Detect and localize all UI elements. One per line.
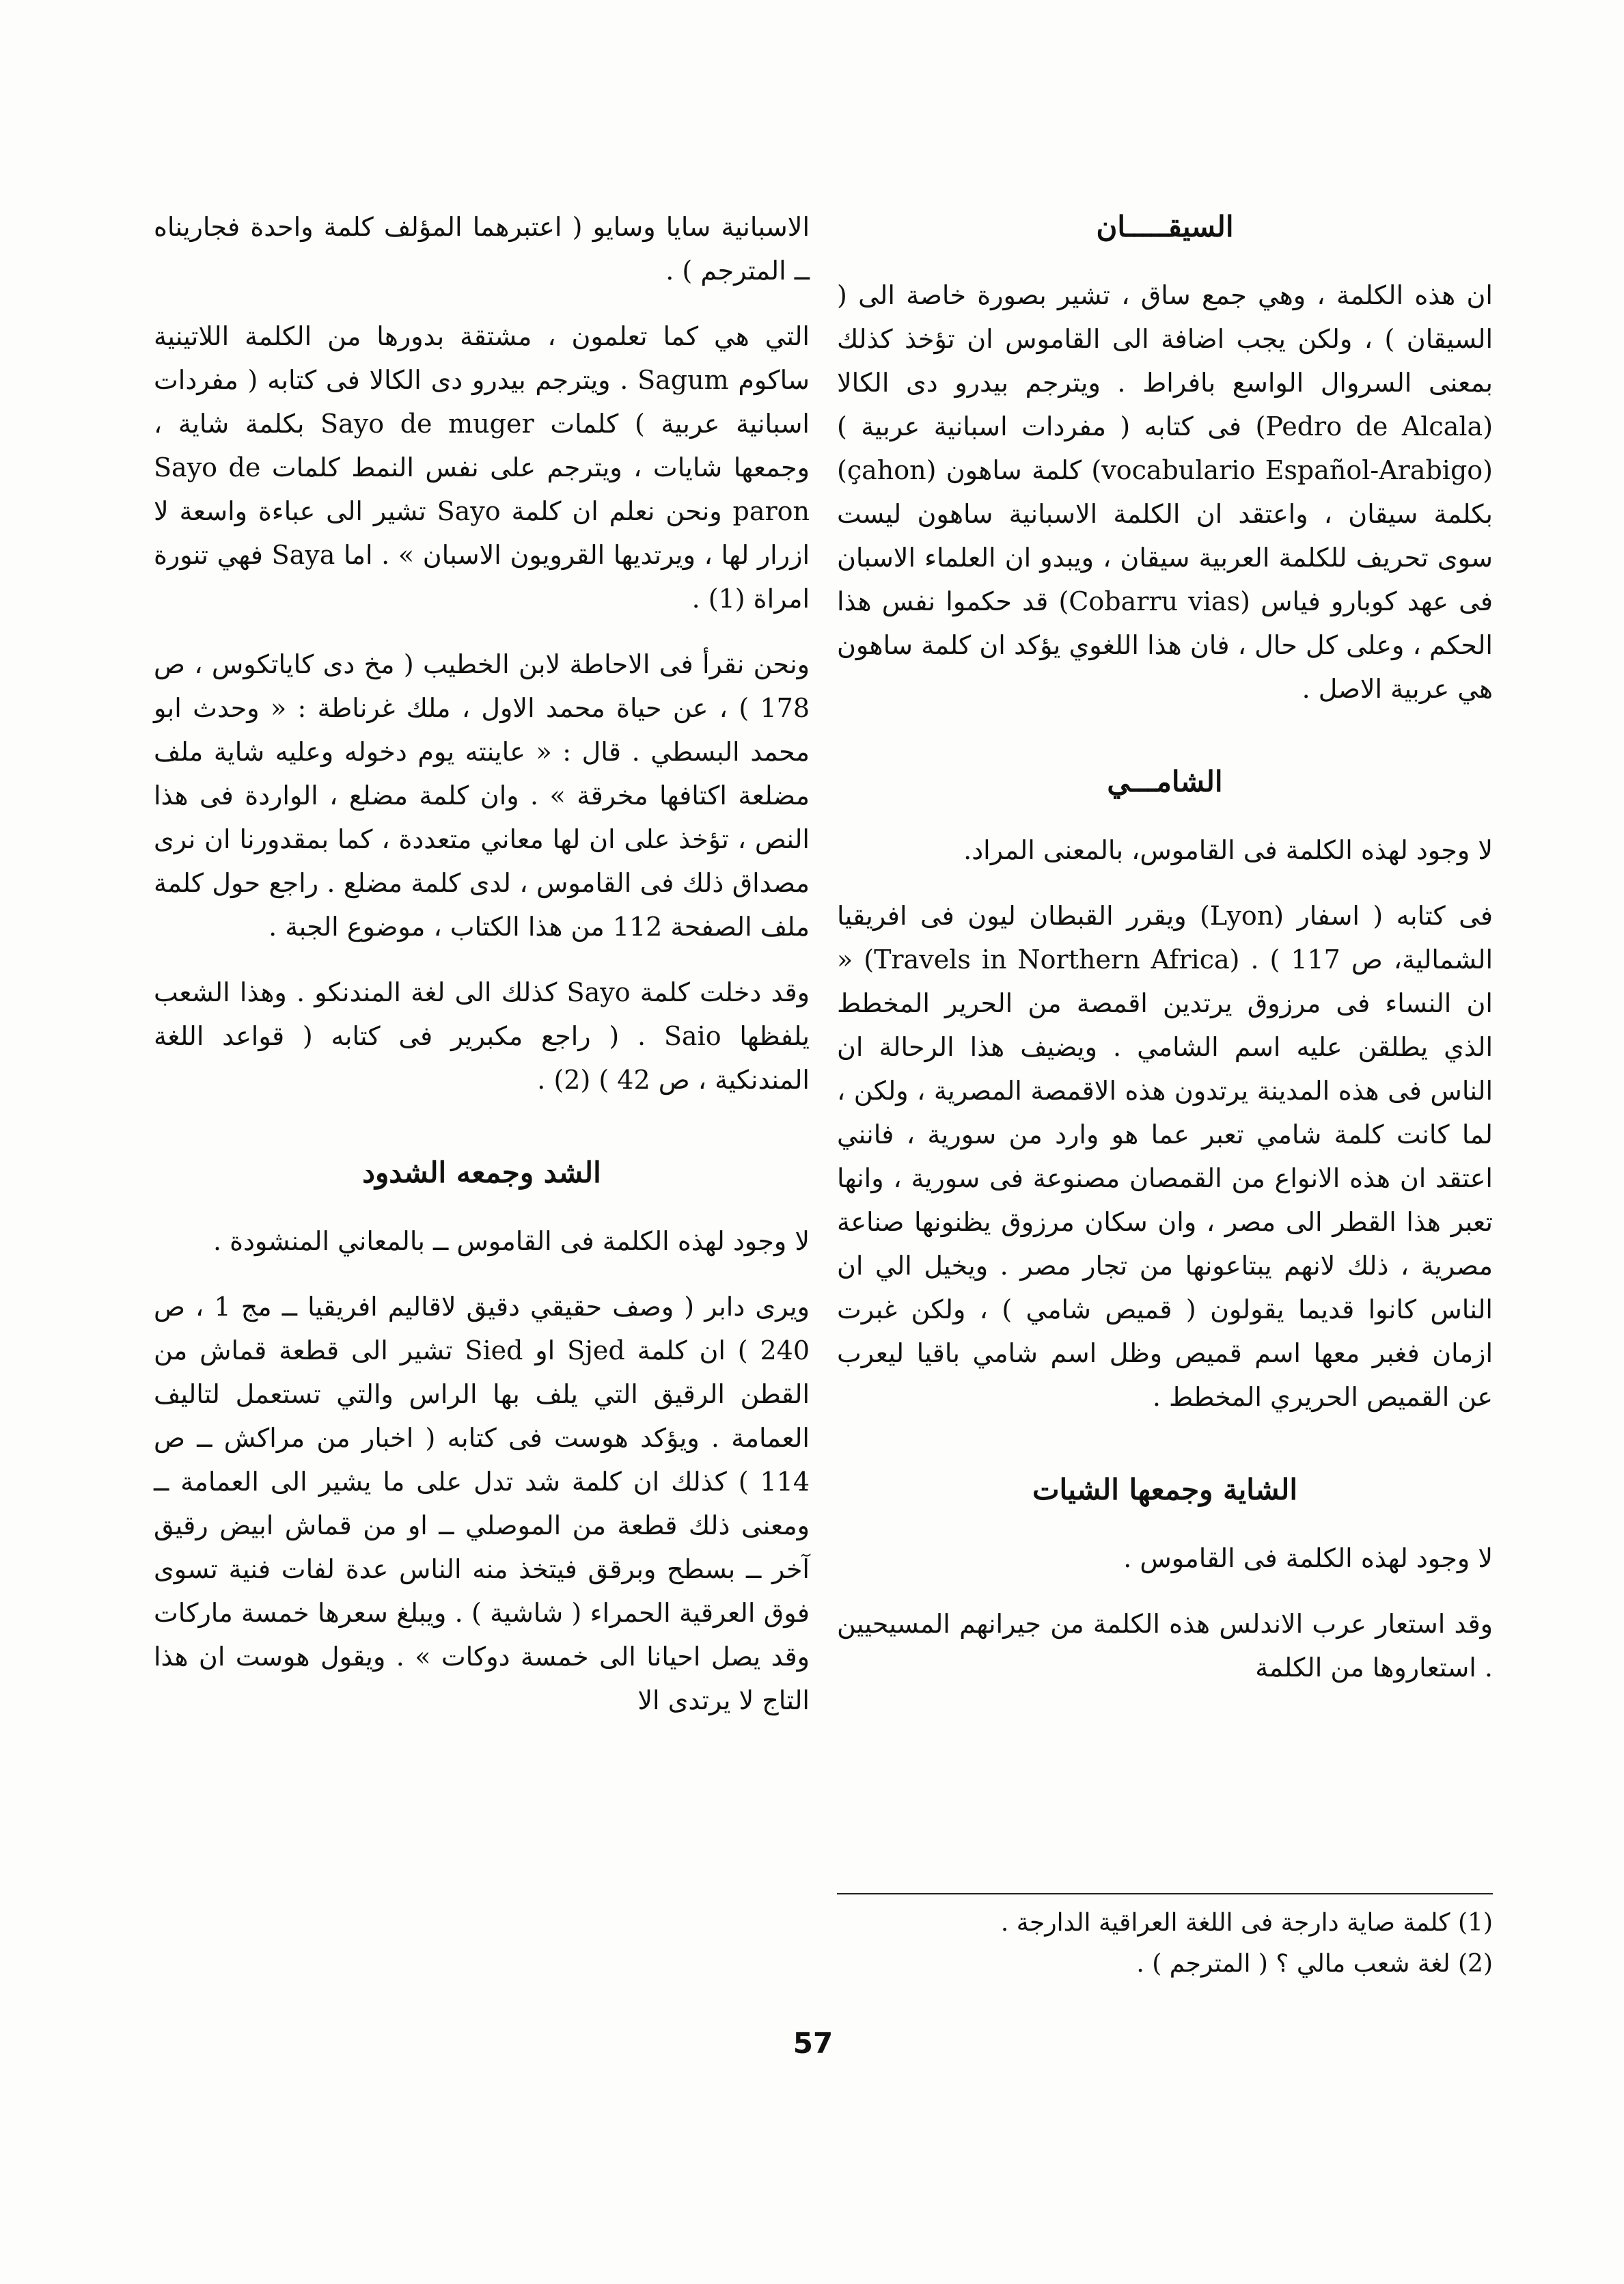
paragraph: لا وجود لهذه الكلمة فى القاموس ــ بالمعاني المنشودة . [212, 1226, 810, 1256]
right-column [837, 205, 1493, 1711]
footnote: (1) كلمة صاية دارجة فى اللغة العراقية الدارجة . [1000, 1909, 1493, 1937]
footnotes [837, 1893, 1493, 1985]
paragraph: ونحن نقرأ فى الاحاطة لابن الخطيب ( مخ دى كاياتكوس ، ص 178 ) ، عن حياة محمد الاول ، ملك غرناطة : « وحدث ابو محمد البسطي . قال : « عاينته يوم دخوله وعليه شاية ملف مضلعة اكتافها مخرقة » . وان كلمة مضلع ، الواردة فى هذا النص ، تؤخذ على ان لها معاني متعددة ، كما بمقدورنا ان نرى مصداق ذلك فى القاموس ، لدى كلمة مضلع . راجع حول كلمة ملف الصفحة 112 من هذا الكتاب ، موضوع الجبة . [154, 649, 810, 942]
paragraph: الاسبانية سايا وسايو ( اعتبرهما المؤلف كلمة واحدة فجاريناه ــ المترجم ) . [154, 212, 810, 286]
section-heading-shaya: الشاية وجمعها الشيات [1032, 1473, 1298, 1506]
section-heading-shami: الشامـــي [1107, 765, 1223, 798]
page-number: 57 [793, 2026, 834, 2060]
left-column [154, 205, 810, 1744]
paragraph: ان هذه الكلمة ، وهي جمع ساق ، تشير بصورة خاصة الى ( السيقان ) ، ولكن يجب اضافة الى القاموس ان تؤخذ كذلك بمعنى السروال الواسع بافراط . ويترجم بيدرو دى الكالا (Pedro de Alcala) فى كتابه ( مفردات اسبانية عربية ) (vocabulario Español-Arabigo) كلمة ساهون (çahon) بكلمة سيقان ، واعتقد ان الكلمة الاسبانية ساهون ليست سوى تحريف للكلمة العربية سيقان ، ويبدو ان العلماء الاسبان فى عهد كوبارو فياس (Cobarru vias) قد حكموا نفس هذا الحكم ، وعلى كل حال ، فان هذا اللغوي يؤكد ان كلمة ساهون هي عربية الاصل . [837, 280, 1494, 704]
paragraph: ويرى دابر ( وصف حقيقي دقيق لاقاليم افريقيا ــ مج 1 ، ص 240 ) ان كلمة Sjed او Sied تشير الى قطعة قماش من القطن الرقيق التي يلف بها الراس والتي تستعمل لتاليف العمامة . ويؤكد هوست فى كتابه ( اخبار من مراكش ــ ص 114 ) كذلك ان كلمة شد تدل على ما يشير الى العمامة ــ ومعنى ذلك قطعة من الموصلي ــ او من قماش ابيض رقيق آخر ــ بسطح وبرقق فيتخذ منه الناس عدة لفات فنية تسوى فوق العرقية الحمراء ( شاشية ) . ويبلغ سعرها خمسة ماركات وقد يصل احيانا الى خمسة دوكات » . ويقول هوست ان هذا التاج لا يرتدى الا [154, 1292, 810, 1715]
paragraph: وقد دخلت كلمة Sayo كذلك الى لغة المندنكو . وهذا الشعب يلفظها Saio . ( راجع مكبرير فى كتابه ( قواعد اللغة المندنكية ، ص 42 ) (2) . [154, 977, 810, 1095]
paragraph: لا وجود لهذه الكلمة فى القاموس . [1123, 1543, 1493, 1573]
section-heading-shadd: الشد وجمعه الشدود [362, 1156, 601, 1189]
paragraph: لا وجود لهذه الكلمة فى القاموس، بالمعنى المراد. [963, 835, 1493, 865]
paragraph: فى كتابه ( اسفار (Lyon) ويقرر القبطان ليون فى افريقيا الشمالية، ص 117 ) . (Travels in Northern Africa) « ان النساء فى مرزوق يرتدين اقمصة من الحرير المخطط الذي يطلقن عليه اسم الشامي . ويضيف هذا الرحالة ان الناس فى هذه المدينة يرتدون هذه الاقمصة المصرية ، ولكن ، لما كانت كلمة شامي تعبر عما هو وارد من سورية ، فانني اعتقد ان هذه الانواع من القمصان مصنوعة فى سورية ، وانها تعبر هذا القطر الى مصر ، وان سكان مرزوق يظنونها صناعة مصرية ، ذلك لانهم يبتاعونها من تجار مصر . ويخيل الي ان الناس كانوا قديما يقولون ( قميص شامي ) ، ولكن غبرت ازمان فغبر معها اسم قميص وظل اسم شامي باقيا ليعرب عن القميص الحريري المخطط . [837, 901, 1493, 1412]
section-heading-siqan: السيقـــــان [1096, 210, 1234, 243]
paragraph: وقد استعار عرب الاندلس هذه الكلمة من جيرانهم المسيحيين . استعاروها من الكلمة [837, 1609, 1493, 1683]
paragraph: التي هي كما تعلمون ، مشتقة بدورها من الكلمة اللاتينية ساكوم Sagum . ويترجم بيدرو دى الكالا فى كتابه ( مفردات اسبانية عربية ) كلمات Sayo de muger بكلمة شاية ، وجمعها شايات ، ويترجم على نفس النمط كلمات Sayo de paron ونحن نعلم ان كلمة Sayo تشير الى عباءة واسعة لا ازرار لها ، ويرتديها القرويون الاسبان » . اما Saya فهي تنورة امراة (1) . [154, 321, 810, 614]
footnote: (2) لغة شعب مالي ؟ ( المترجم ) . [1136, 1950, 1493, 1978]
